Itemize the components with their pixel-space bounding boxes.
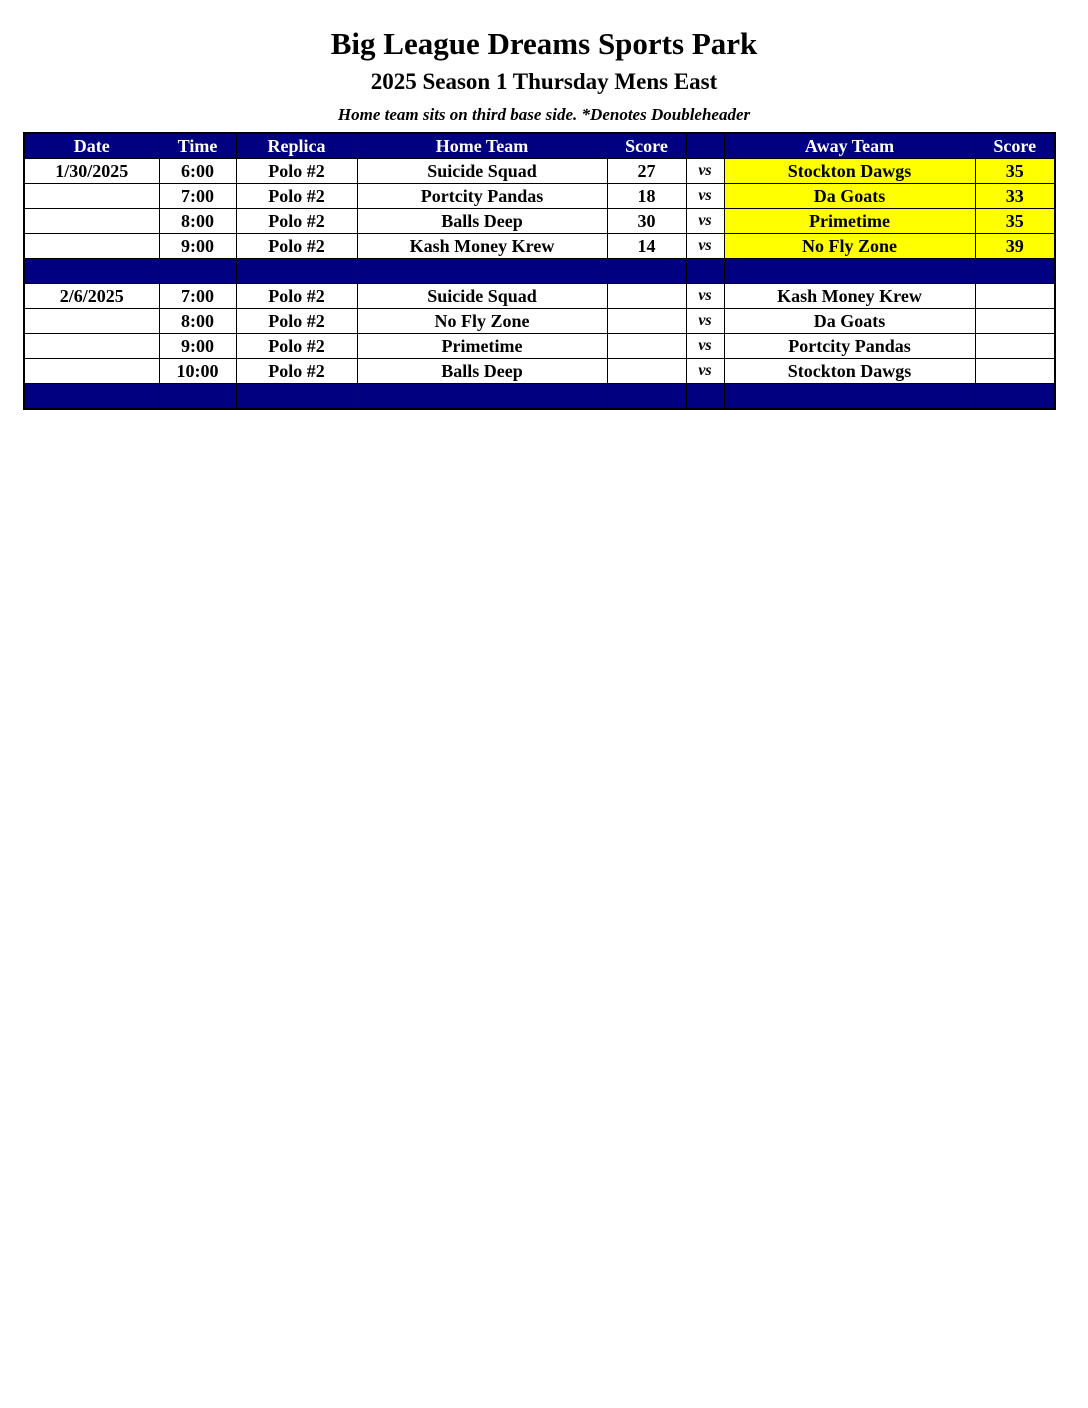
cell-home-score: 27: [607, 159, 686, 184]
cell-replica: Polo #2: [236, 209, 357, 234]
cell-vs: vs: [686, 359, 724, 384]
cell-date: [24, 359, 159, 384]
separator-cell: [24, 384, 159, 410]
cell-home-team: Balls Deep: [357, 209, 607, 234]
cell-away-score: 35: [975, 209, 1055, 234]
cell-away-score: 39: [975, 234, 1055, 259]
cell-away-score: [975, 284, 1055, 309]
cell-replica: Polo #2: [236, 234, 357, 259]
column-header-home-score: Score: [607, 133, 686, 159]
separator-cell: [159, 384, 236, 410]
separator-cell: [975, 259, 1055, 284]
cell-home-score: [607, 359, 686, 384]
cell-home-team: Primetime: [357, 334, 607, 359]
cell-vs: vs: [686, 309, 724, 334]
cell-date: [24, 184, 159, 209]
cell-replica: Polo #2: [236, 309, 357, 334]
table-row: [24, 359, 1055, 384]
cell-time: 8:00: [159, 209, 236, 234]
cell-time: 6:00: [159, 159, 236, 184]
cell-time: 7:00: [159, 184, 236, 209]
cell-away-team: Kash Money Krew: [724, 284, 975, 309]
cell-away-score: [975, 309, 1055, 334]
header-row: [24, 133, 1055, 159]
schedule-note: Home team sits on third base side. *Denotes Doubleheader: [337, 105, 751, 124]
column-header-date: Date: [24, 133, 159, 159]
column-header-away-team: Away Team: [724, 133, 975, 159]
separator-cell: [24, 259, 159, 284]
column-header-time: Time: [159, 133, 236, 159]
cell-vs: vs: [686, 184, 724, 209]
cell-home-score: 30: [607, 209, 686, 234]
separator-cell: [686, 259, 724, 284]
schedule-table: [23, 132, 1056, 410]
cell-vs: vs: [686, 209, 724, 234]
cell-home-score: [607, 334, 686, 359]
cell-away-score: 33: [975, 184, 1055, 209]
cell-home-team: Kash Money Krew: [357, 234, 607, 259]
separator-cell: [357, 384, 607, 410]
separator-cell: [236, 259, 357, 284]
separator-cell: [236, 384, 357, 410]
cell-time: 10:00: [159, 359, 236, 384]
week-separator-row: [24, 259, 1055, 284]
cell-replica: Polo #2: [236, 334, 357, 359]
separator-cell: [724, 259, 975, 284]
cell-replica: Polo #2: [236, 359, 357, 384]
week-separator-row: [24, 384, 1055, 410]
separator-cell: [357, 259, 607, 284]
table-row: [24, 159, 1055, 184]
cell-home-score: 18: [607, 184, 686, 209]
cell-vs: vs: [686, 284, 724, 309]
table-row: [24, 234, 1055, 259]
cell-date: 1/30/2025: [24, 159, 159, 184]
cell-home-score: [607, 309, 686, 334]
table-row: [24, 334, 1055, 359]
cell-away-score: [975, 359, 1055, 384]
cell-home-team: Suicide Squad: [357, 159, 607, 184]
cell-date: 2/6/2025: [24, 284, 159, 309]
column-header-replica: Replica: [236, 133, 357, 159]
cell-date: [24, 334, 159, 359]
cell-replica: Polo #2: [236, 184, 357, 209]
cell-replica: Polo #2: [236, 159, 357, 184]
page-subtitle: 2025 Season 1 Thursday Mens East: [370, 69, 718, 94]
separator-cell: [724, 384, 975, 410]
cell-away-team: Da Goats: [724, 309, 975, 334]
separator-cell: [607, 384, 686, 410]
column-header-home-team: Home Team: [357, 133, 607, 159]
cell-away-team: Stockton Dawgs: [724, 159, 975, 184]
cell-time: 9:00: [159, 234, 236, 259]
cell-home-team: Portcity Pandas: [357, 184, 607, 209]
separator-cell: [686, 384, 724, 410]
separator-cell: [975, 384, 1055, 410]
cell-away-score: [975, 334, 1055, 359]
column-header-away-score: Score: [975, 133, 1055, 159]
page-title: Big League Dreams Sports Park: [330, 26, 758, 61]
table-row: [24, 309, 1055, 334]
cell-vs: vs: [686, 334, 724, 359]
cell-home-team: Suicide Squad: [357, 284, 607, 309]
cell-replica: Polo #2: [236, 284, 357, 309]
cell-home-team: No Fly Zone: [357, 309, 607, 334]
cell-time: 9:00: [159, 334, 236, 359]
separator-cell: [607, 259, 686, 284]
cell-date: [24, 234, 159, 259]
table-row: [24, 184, 1055, 209]
cell-away-team: Primetime: [724, 209, 975, 234]
table-row: [24, 284, 1055, 309]
cell-vs: vs: [686, 234, 724, 259]
cell-time: 8:00: [159, 309, 236, 334]
separator-cell: [159, 259, 236, 284]
cell-date: [24, 309, 159, 334]
column-header-vs: [686, 133, 724, 159]
cell-away-team: Portcity Pandas: [724, 334, 975, 359]
cell-home-score: [607, 284, 686, 309]
cell-date: [24, 209, 159, 234]
cell-home-score: 14: [607, 234, 686, 259]
cell-away-score: 35: [975, 159, 1055, 184]
cell-time: 7:00: [159, 284, 236, 309]
cell-away-team: Da Goats: [724, 184, 975, 209]
cell-away-team: No Fly Zone: [724, 234, 975, 259]
cell-vs: vs: [686, 159, 724, 184]
cell-away-team: Stockton Dawgs: [724, 359, 975, 384]
cell-home-team: Balls Deep: [357, 359, 607, 384]
table-row: [24, 209, 1055, 234]
